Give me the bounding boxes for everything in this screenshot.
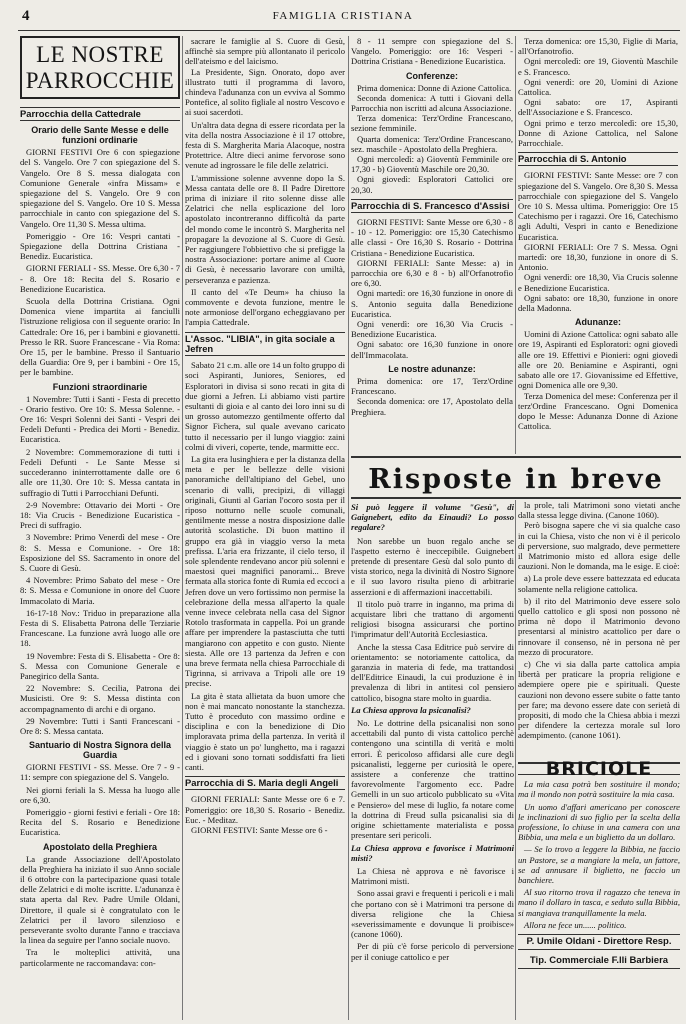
running-head [0, 8, 686, 30]
paragraph: GIORNI FERIALI: Ore 7 S. Messa. Ogni martedì: ore 18,30, funzione in onore di S. Antonio. [518, 241, 678, 273]
paragraph: Prima domenica: ore 17, Terz'Ordine Francescano. [351, 375, 513, 397]
paragraph: GIORNI FESTIVI: Sante Messe ore 6 - [191, 825, 328, 836]
paragraph: Scuola della Dottrina Cristiana. Ogni Domenica viene impartita ai fanciulli l'istruzione religiosa con il seguente orario: In Cattedrale: Ore 16, per i bambini e giovanetti. Presso le RR. Suore Francescane - Via Roma: Ore 15, per le bambine. Presso il Santuario della Guardia: Ore 9, per i bambini - Ore 15, per le bambine. [20, 296, 180, 378]
aphorism: La mia casa potrà ben sostituire il mondo; ma il mondo non potrà sostituire la mia casa. [518, 779, 680, 800]
column-divider [515, 36, 516, 454]
briciole-box [518, 760, 680, 1022]
paragraph: GIORNI FESTIVI - SS. Messe. Ore 7 - 9 - 11: sempre con spiegazione del S. Vangelo. [20, 762, 180, 783]
page-number: 4 [22, 8, 30, 24]
paragraph: No. Le dottrine della psicanalisi non sono accettabili dal punto di vista cattolico perchè contengono una scintilla di verità e molti errori. È pericoloso affidarsi alle cure degli psicanalisti, leggerne per curiosità le opere, assistere a conferenze che trattino favorevolmente l'argomento ecc. Padre Gemelli in un suo articolo pubblicato su «Vita e Pensiero» del mese di luglio, fa notare come la dottrina di Freud sulla psicanalisi sia di origine schiettamente materialista e possa presentare seri pericoli. [351, 718, 514, 841]
aphorism: Allora ne fece un...... politico. [524, 919, 627, 930]
paragraph: a) La prole deve essere battezzata ed educata solamente nella religione cattolica. [518, 573, 680, 594]
paragraph: Sono assai gravi e frequenti i pericoli e i mali che portano con sè i Matrimoni tra persone di diversa religione che la Chiesa «severissimamente e dovunque li proibisce» (canone 1060). [351, 888, 514, 940]
column-divider [182, 36, 183, 1020]
paragraph: Ogni mercoledì: ore 19, Gioventù Maschile e S. Francesco. [518, 56, 678, 77]
subheading: Conferenze: [405, 70, 458, 81]
headline: LE NOSTRE PARROCCHIE [20, 36, 180, 99]
column-divider [515, 500, 516, 1020]
paragraph: b) il rito del Matrimonio deve essere solo quello cattolico e gli sposi non possono nè prima nè dopo il Matrimonio devono presentarsi al ministro acattolico per dare o rinnovare il consenso, nè in persona nè per mezzo di procuratore. [518, 595, 680, 657]
paragraph: Terza domenica: ore 15,30, Figlie di Maria, all'Orfanotrofio. [518, 36, 678, 57]
director-signature: P. Umile Oldani - Direttore Resp. [518, 934, 680, 950]
paragraph: GIORNI FESTIVI: Sante Messe ore 6,30 - 8 - 10 - 12. Pomeriggio: ore 15,30 Catechismo alle classi - Ore 16,30 S. Rosario - Dottrina Cristiana - Benedizione Eucaristica. [351, 217, 513, 258]
paragraph: GIORNI FESTIVI: Sante Messe: ore 7 con spiegazione del S. Vangelo. Ore 8,30 S. Messa parrocchiale con spiegazione del S. Vangelo Ore 10 S. Messa ultima. Pomeriggio: Ore 15 Catechismo per i ragazzi. Ore 16, Catechismo agli Adulti, Vespri in canto e Benedizione Eucaristica. [518, 170, 678, 242]
paragraph: Ogni venerdì: ore 16,30 Via Crucis - Benedizione Eucaristica. [351, 319, 513, 340]
paragraph: Però bisogna sapere che vi sia qualche caso in cui la Chiesa, visto che non vi è il pericolo di perversione, suo malgrado, deve permettere il Matrimonio misto ed allora esige delle cauzioni. Non le domanda, ma le esige. E cioè: [518, 520, 680, 572]
briciole-title: BRICIOLE [518, 762, 680, 775]
paragraph: la prole, tali Matrimoni sono vietati anche dalla stessa legge divina. (Canone 1060). [518, 500, 680, 521]
paragraph: 4 Novembre: Primo Sabato del mese - Ore 8: S. Messa e Comunione in onore del Cuore Immacolato di Maria. [20, 575, 180, 606]
paragraph: Ogni sabato: ore 18,30, funzione in onore della Madonna. [518, 292, 678, 314]
paragraph: Sabato 21 c.m. alle ore 14 un folto gruppo di soci Aspiranti, Juniores, Seniores, ed Esploratori in divisa si sono recati in gita di due giorni a Jefren. Li abbiamo visti partire esultanti di gioia e al canto dei loro inni su di un grosso automezzo gentilmente offerto dal Signor Fichera, sul quale avevano caricato tutto il necessario per il lungo viaggio: zaini colmi di viveri, coperte, tende, marmitte ecc. [185, 360, 345, 452]
column-2-body [185, 36, 345, 835]
column-divider [348, 36, 349, 1020]
subheading: Funzioni straordinarie [52, 381, 148, 392]
paragraph: 19 Novembre: Festa di S. Elisabetta - Ore 8: S. Messa con Comunione Generale e Panegirico della Santa. [20, 650, 180, 681]
paragraph: La gita è stata allietata da buon umore che non è mai mancato nonostante la stanchezza. Tutto è proceduto con massimo ordine e disciplina e con la benedizione di Dio imploravata prima della partenza. In verità il viaggio è stato un po' lunghetto, ma i ragazzi ed i giovani sono tornati soddisfatti fra lieti canti. [185, 690, 345, 773]
column-4-body [518, 36, 678, 431]
paragraph: Uomini di Azione Cattolica: ogni sabato alle ore 19, Aspiranti ed Esploratori: ogni giovedì alle ore 19. Effettivi e Pionieri: ogni giovedì alle ore 20. Beniamine e Aspiranti, ogni sabato alle ore 17. Giovanissime ed Effettive, ogni Domenica alle ore 9,30. [518, 329, 678, 391]
paragraph: Il canto del «Te Deum» ha chiuso la commovente e devota funzione, mentre le note armoniose dell'organo echeggiavano per l'ampia Cattedrale. [185, 286, 345, 328]
aphorism: Al suo ritorno trova il ragazzo che teneva in mano il dollaro in tasca, e seduto sulla Bibbia, si mangiava tranquillamente la mela. [518, 887, 680, 918]
paragraph: Tra le molteplici attività, una particolarmente ne raccomandava: con- [20, 947, 180, 968]
paragraph: 8 - 11 sempre con spiegazione del S. Vangelo. Pomeriggio: ore 16: Vesperi - Dottrina Cristiana - Benedizione Eucaristica. [351, 36, 513, 67]
paragraph: GIORNI FERIALI: Sante Messe: a) in parrocchia ore 6,30 e 8 - b) all'Orfanotrofio ore 6,30. [351, 257, 513, 289]
aphorism: Un uomo d'affari americano per conoscere le inclinazioni di suo figlio per la scelta della professione, lo chiuse in una camera con una Bibbia, una mela e un biglietto da un dollaro. [518, 801, 680, 843]
question: La Chiesa approva la psicanalisi? [351, 704, 471, 715]
paragraph: sacrare le famiglie al S. Cuore di Gesù, affinchè sia sempre più allontanato il pericolo dell'ateismo e del laicismo. [185, 36, 345, 67]
column-2 [185, 36, 345, 1020]
paragraph: 2 Novembre: Commemorazione di tutti i Fedeli Defunti - Le Sante Messe si succederanno ininterrottamente dalle ore 6 alle ore 11,30. Ore 10: S. Messa cantata in suffragio di Tutti i Parrocchiani Defunti. [20, 446, 180, 498]
paragraph: 16-17-18 Nov.: Triduo in preparazione alla Festa di S. Elisabetta Patrona delle Terziarie Francescane. La funzione avrà luogo alle ore 18. [20, 607, 180, 649]
magazine-title: FAMIGLIA CRISTIANA [272, 10, 414, 22]
paragraph: Pomeriggio - Ore 16: Vespri cantati - Spiegazione della Dottrina Cristiana - Benediz. Eucaristica. [20, 230, 180, 262]
paragraph: Il titolo può trarre in inganno, ma prima di acquistare libri che trattano di argomenti religiosi bisogna assicurarsi che portino l'imprimatur dell'Autorità Ecclesiastica. [351, 598, 514, 640]
risposte-column-2 [518, 500, 680, 750]
paragraph: 22 Novembre: S. Cecilia, Patrona dei Musicisti. Ore 9: S. Messa distinta con accompagnamento di archi e di organo. [20, 683, 180, 714]
paragraph: La gita era lusinghiera e per la distanza della meta e per le bellezze delle visioni panoramiche dell'altipiano del Gebel, uno scenario di valli, precipizi, di villaggi originali, Giunti al Garian l'ocoro sosta per il riposo notturno nelle scuole comunali, gentilmente messe a nostra disposizione dalle autorità scolastiche. Di buon mattino il gruppo era già in viaggio verso la meta prefissa. L'aria era frizzante, il cielo terso, il sole splendente rendevano ancor più solenni e maestosi quei magnifici panorami... Breve fermata alla storica fonte di Rumia ed eccoci a Jefren dove un vero fortissimo non permise la celebrazione della messa all'aperto la quale venne invece celebrata nella casa del Signor Rotolo trasformata in cappella. Poi un grande affare per imprendere la pastasciutta che tutti mangiarono con appetito e con gusto. Niente siesta. Alle ore 13 partenza da Jefren e con una breve fermata nella chiesa Parrocchiale di Tigrinna, si arrivava a Tripoli alle ore 19 precise. [185, 453, 345, 689]
paragraph: La Chiesa nè approva e nè favorisce i Matrimoni misti. [351, 865, 514, 887]
paragraph: Ogni mercoledì: a) Gioventù Femminile ore 17,30 - b) Gioventù Maschile ore 20,30. [351, 154, 513, 175]
paragraph: Quarta domenica: Terz'Ordine Francescano, sez. maschile - Apostolato della Preghiera. [351, 133, 513, 154]
paragraph: Prima domenica: Donne di Azione Cattolica. [357, 82, 512, 93]
section-heading: Parrocchia di S. Francesco d'Assisi [351, 199, 513, 213]
paragraph: 2-9 Novembre: Ottavario dei Morti - Ore 18: Via Crucis - Benedizione Eucaristica - Preci di suffragio. [20, 499, 180, 531]
paragraph: Terza domenica: Terz'Ordine Francescano, sezione femminile. [351, 113, 513, 134]
section-heading: Parrocchia della Cattedrale [20, 107, 180, 121]
subheading: Le nostre adunanze: [388, 363, 476, 374]
paragraph: Nei giorni feriali la S. Messa ha luogo alle ore 6,30. [20, 784, 180, 805]
paragraph: Ogni venerdì: ore 20, Uomini di Azione Cattolica. [518, 76, 678, 98]
aphorism: — Se lo trovo a leggere la Bibbia, ne faccio un Pastore, se a mangiare la mela, un fattore, se ad annusare il biglietto, ne faccio un banchiere. [518, 844, 680, 886]
question: La Chiesa approva e favorisce i Matrimoni misti? [351, 842, 514, 863]
printer-credit: Tip. Commerciale F.lli Barbiera [518, 954, 680, 969]
column-3-body [351, 36, 513, 417]
paragraph: Ogni sabato: ore 17, Aspiranti dell'Associazione e S. Francesco. [518, 97, 678, 118]
risposte-column-1 [351, 500, 514, 1020]
column-1 [20, 36, 180, 1020]
briciole-body [518, 779, 680, 930]
paragraph: 1 Novembre: Tutti i Santi - Festa di precetto - Orario festivo. Ore 10: S. Messa Solenne. - Ore 16: Vespri Solenni dei Santi - Vespri dei Fedeli Defunti - Predica dei Morti - Benediz. Eucaristica. [20, 393, 180, 445]
paragraph: Pomeriggio - giorni festivi e feriali - Ore 18: Recita del S. Rosario e Benedizione Eucaristica. [20, 806, 180, 838]
risposte-column-1-body [351, 502, 514, 962]
paragraph: Ogni primo e terzo mercoledì: ore 15,30, Donne di Azione Cattolica, nel Salone Parrocchiale. [518, 117, 678, 149]
subheading: Adunanze: [575, 317, 621, 328]
paragraph: Ogni giovedì: Esploratori Cattolici ore 20,30. [351, 174, 513, 195]
paragraph: Un'altra data degna di essere ricordata per la vita della nostra Associazione è il 17 ottobre, festa di S. Margherita Maria Alacoque, nostra Protettrice. Altre dieci anime fervorose sono venute ad ingrossare le file delle zelatrici. [185, 119, 345, 171]
column-4 [518, 36, 678, 454]
paragraph: GIORNI FERIALI - SS. Messe. Ore 6,30 - 7 - 8. Ore 18: Recita del S. Rosario e Benedizione Eucaristica. [20, 263, 180, 294]
paragraph: c) Che vi sia dalla parte cattolica ampia libertà per praticare la propria religione e adempiere opere pie e spirituali. Queste cauzioni non devono essere subite o fatte tanto per fare; ma devono essere date con serietà di propositi, di modo che la Chiesa abbia i mezzi per difendere la certezza morale sul loro adempimento. (canone 1061). [518, 659, 680, 741]
paragraph: Non sarebbe un buon regalo anche se l'aspetto esterno è ineccepibile. Guignebert pretende di presentare Gesù dal solo punto di vista storico, nega la divinità di Nostro Signore e il suo lavoro risulta pieno di arbitrarie asserzioni e di affermazioni inaccettabili. [351, 535, 514, 597]
paragraph: Seconda domenica: A tutti i Giovani della Parrocchia non iscritti ad alcuna Associazione. [351, 92, 513, 114]
paragraph: 3 Novembre: Primo Venerdì del mese - Ore 8: S. Messa e Comunione. - Ore 18: Esposizione del SS. Sacramento in onore del S. Cuore di Gesù. [20, 532, 180, 573]
paragraph: GIORNI FERIALI: Sante Messe ore 6 e 7. Pomeriggio: ore 18,30 S. Rosario - Benediz. Euc. - Meditaz. [185, 794, 345, 825]
risposte-header [351, 462, 681, 503]
paragraph: Ogni sabato: ore 16,30 funzione in onore dell'Immacolata. [351, 339, 513, 360]
paragraph: Per di più c'è forse pericolo di perversione per il coniuge cattolico e per [351, 941, 514, 962]
section-heading: Parrocchia di S. Maria degli Angeli [185, 776, 345, 790]
risposte-title: Risposte in breve [351, 464, 681, 499]
subheading: Santuario di Nostra Signora della Guardia [28, 740, 172, 761]
paragraph: Terza Domenica del mese: Conferenza per il terz'Ordine Francescano. Ogni Domenica dopo le Messe: Adunanza Donne di Azione Cattolica. [518, 390, 678, 432]
column-1-body [20, 107, 180, 968]
paragraph: Ogni martedì: ore 16,30 funzione in onore di S. Antonio seguita dalla Benedizione Eucaristica. [351, 288, 513, 319]
paragraph: L'ammissione solenne avvenne dopo la S. Messa cantata delle ore 8. Il Padre Direttore prima di iniziare il rito solenne disse alle Zelatrici che nella esplicazione del loro apostolato incontreranno difficoltà da parte del mondo come le incontrò S. Margherita nel propagare la devozione al S. Cuore di Gesù. Per raggiungere l'obbiettivo che si prefigge la nostra Associazione: portare anime al Cuore di Gesù, è necessario lavorare con umiltà, perseveranza e pazienza. [185, 172, 345, 285]
subheading: Apostolato della Preghiera [42, 841, 158, 852]
paragraph: Ogni venerdì: ore 18,30, Via Crucis solenne e Benedizione Eucaristica. [518, 272, 678, 293]
paragraph: GIORNI FESTIVI Ore 6 con spiegazione del S. Vangelo. Ore 7 con spiegazione del S. Vangelo. Ore 8 S. messa dialogata con Comunione Generale «infra Missam» e spiegazione del S. Vangelo. Ore 9 con spiegazione del S. Vangelo. Ore 10 S. Messa parrocchiale in canto con spiegazione del S. Vangelo. Ore 11,30 S. Messa ultima. [20, 147, 180, 229]
top-rule [18, 30, 680, 31]
risposte-column-2-body [518, 500, 680, 741]
paragraph: La grande Associazione dell'Apostolato della Preghiera ha iniziato il suo Anno sociale il 6 ottobre con la partecipazione quasi totale delle Zelatrici e di molte iscritte. L'adunanza è stata aperta dal Rev. Padre Umile Oldani, Direttore, il quale si è congratulato con le Zelatrici per il lavoro silenzioso e perseverante svolto durante l'anno e tracciava la linea da seguire per l'anno sociale nuovo. [20, 853, 180, 946]
paragraph: Seconda domenica: ore 17, Apostolato della Preghiera. [351, 396, 513, 417]
section-heading: L'Assoc. "LIBIA", in gita sociale a Jefren [185, 332, 345, 356]
section-rule [351, 456, 681, 458]
question: Si può leggere il volume "Gesù", di Gaignebert, edito da Einaudi? Lo posso regalare? [351, 502, 514, 533]
paragraph: La Presidente, Sign. Onorato, dopo aver illustrato tutti il programma di lavoro, chindeva l'adunanza con un evviva al Sommo Pontefice, al solito figliale al nostro Vescovo e ai suoi sacerdoti. [185, 66, 345, 118]
subheading: Orario delle Sante Messe e delle funzioni ordinarie [31, 125, 169, 146]
column-3 [351, 36, 513, 454]
paragraph: Anche la stessa Casa Editrice può servire di orientamento: se notoriamente cattolica, da garanzia in materia di fede, ma trattandosi dell'Editrice Einaudi, la cui produzione è in prevalenza di libri in antitesi col pensiero cattolico, bisogna stare molto in guardia. [351, 641, 514, 703]
paragraph: 29 Novembre: Tutti i Santi Francescani - Ore 8: S. Messa cantata. [20, 715, 180, 736]
section-heading: Parrocchia di S. Antonio [518, 152, 678, 166]
